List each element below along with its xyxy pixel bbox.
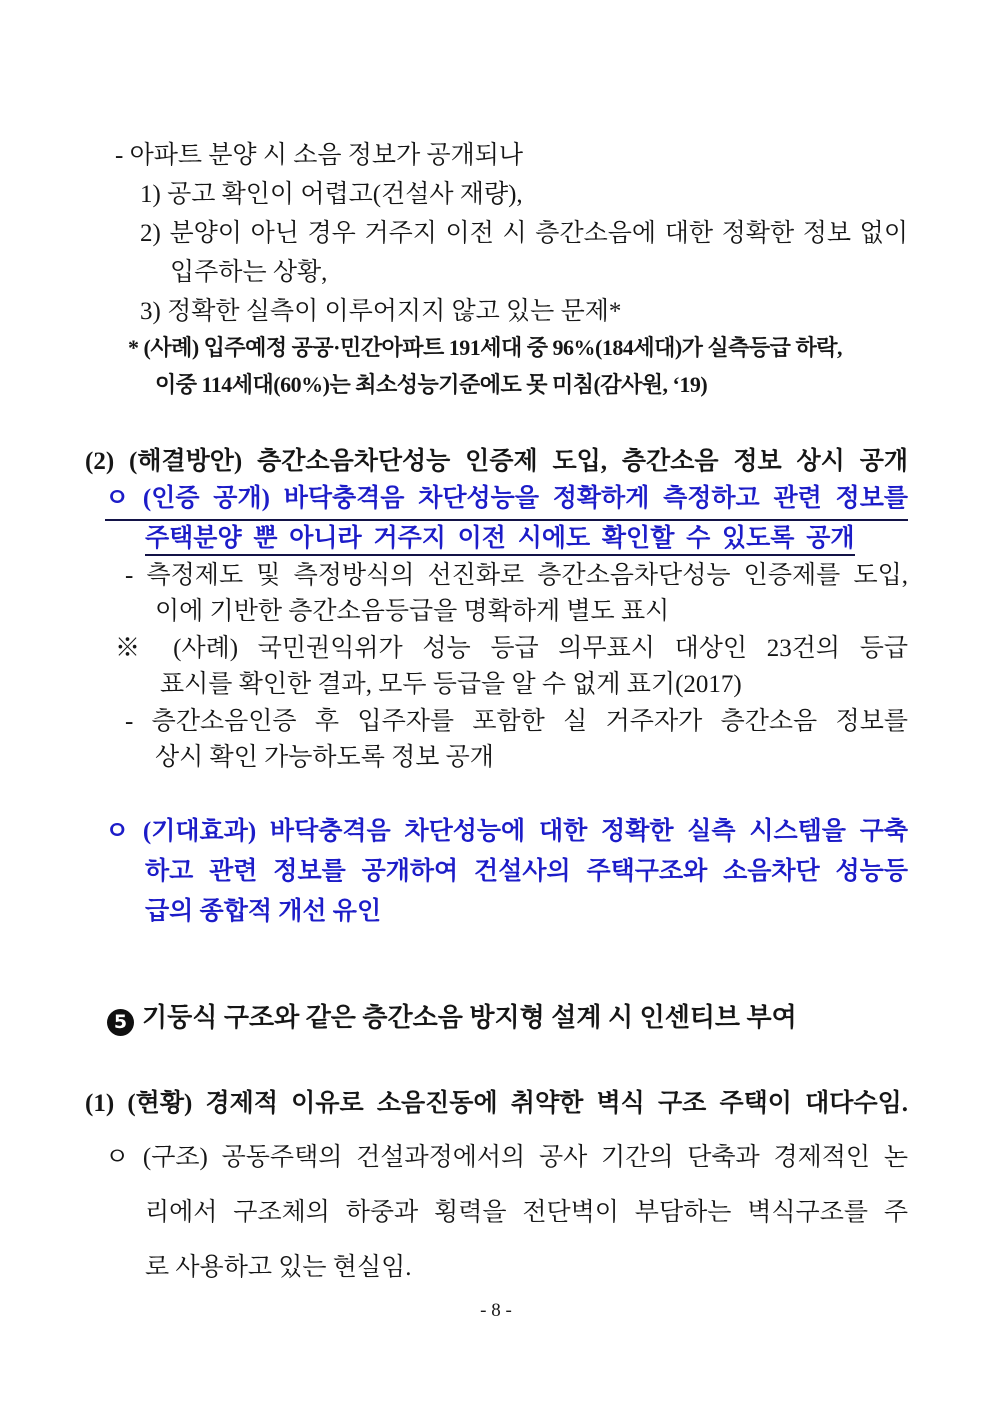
solution-section: [85, 444, 908, 777]
detail-2-line-1: - 층간소음인증 후 입주자를 포함한 실 거주자가 층간소음 정보를: [125, 707, 908, 735]
list-item-3: 3) 정확한 실측이 이루어지지 않고 있는 문제*: [140, 298, 622, 325]
list-item-2-line-2: 입주하는 상황,: [170, 259, 328, 286]
detail-1-line-2: 이에 기반한 층간소음등급을 명확하게 별도 표시: [155, 598, 670, 625]
list-intro: - 아파트 분양 시 소음 정보가 공개되나: [115, 142, 524, 169]
incentive-heading-line: [107, 1000, 908, 1036]
circled-5-icon: 5: [107, 1009, 134, 1036]
cert-disclosure-line-2: [145, 521, 908, 558]
status-heading-block: [85, 1086, 908, 1122]
structure-line-2: 리에서 구조체의 하중과 횡력을 전단벽이 부담하는 벽식구조를 주: [145, 1199, 908, 1226]
solution-heading: (2) (해결방안) 층간소음차단성능 인증제 도입, 층간소음 정보 상시 공개: [85, 448, 908, 475]
cert-disclosure-line-2-text: 주택분양 뿐 아니라 거주지 이전 시에도 확인할 수 있도록 공개: [145, 525, 855, 556]
detail-2-line-2: 상시 확인 가능하도록 정보 공개: [155, 744, 494, 771]
case-footnote-line-2: 이중 114세대(60%)는 최소성능기준에도 못 미침(감사원, ‘19): [155, 372, 708, 397]
status-heading: (1) (현황) 경제적 이유로 소음진동에 취약한 벽식 구조 주택이 대다수임.: [85, 1090, 908, 1117]
noise-disclosure-list: [85, 136, 908, 331]
expected-effect-line-2: 하고 관련 정보를 공개하여 건설사의 주택구조와 소음차단 성능등: [145, 858, 908, 885]
expected-effect-line-1: ㅇ (기대효과) 바닥충격음 차단성능에 대한 정확한 실측 시스템을 구축: [105, 818, 908, 845]
page-number: - 8 -: [480, 1300, 512, 1321]
incentive-heading: 기둥식 구조와 같은 층간소음 방지형 설계 시 인센티브 부여: [142, 1003, 797, 1032]
ref-note-line-1: ※ (사례) 국민권익위가 성능 등급 의무표시 대상인 23건의 등급: [115, 634, 908, 662]
structure-line-3: 로 사용하고 있는 현실임.: [145, 1254, 412, 1281]
list-item-1: 1) 공고 확인이 어렵고(건설사 재량),: [140, 181, 523, 208]
incentive-heading-block: [85, 1000, 908, 1036]
ref-note-line-2: 표시를 확인한 결과, 모두 등급을 알 수 없게 표기(2017): [160, 671, 742, 698]
list-item-2-line-1: 2) 분양이 아닌 경우 거주지 이전 시 층간소음에 대한 정확한 정보 없이: [140, 220, 908, 247]
structure-paragraph: [85, 1130, 908, 1295]
expected-effect-line-3: 급의 종합적 개선 유인: [145, 898, 382, 925]
cert-disclosure-line-1: ㅇ (인증 공개) 바닥충격음 차단성능을 정확하게 측정하고 관련 정보를: [105, 481, 908, 522]
case-footnote: [85, 329, 908, 403]
structure-line-1: ㅇ (구조) 공동주택의 건설과정에서의 공사 기간의 단축과 경제적인 논: [105, 1144, 908, 1171]
case-footnote-line-1: * (사례) 입주예정 공공·민간아파트 191세대 중 96%(184세대)가 실측등급 하락,: [128, 335, 842, 360]
expected-effect: [85, 812, 908, 932]
detail-1-line-1: - 측정제도 및 측정방식의 선진화로 층간소음차단성능 인증제를 도입,: [125, 561, 908, 589]
